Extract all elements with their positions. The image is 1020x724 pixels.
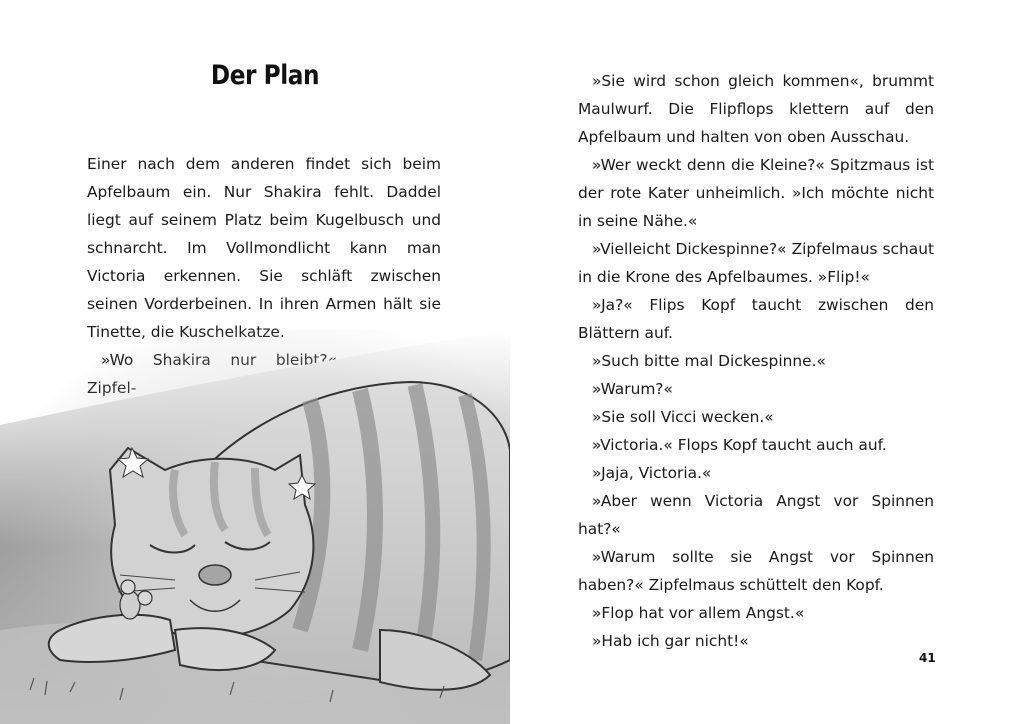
- paragraph: »Warum?«: [592, 380, 673, 398]
- paragraph: »Vielleicht Dickespinne?« Zipfelmaus schaut in die Krone des Apfelbaumes. »Flip!«: [578, 240, 934, 286]
- paragraph: Einer nach dem anderen findet sich beim Apfelbaum ein. Nur Shakira fehlt. Daddel liegt auf seinem Platz beim Kugelbusch und schnarcht. Im Vollmondlicht kann man Victoria erkennen. Sie schläft zwischen seinen Vorderbeinen. In ihren Armen hält sie: [87, 155, 441, 313]
- paragraph: »Victoria.« Flops Kopf taucht auch auf.: [592, 436, 887, 454]
- paragraph: »Flop hat vor allem Angst.«: [592, 604, 805, 622]
- paragraph: »Ja?« Flips Kopf taucht zwischen den Blättern auf.: [578, 296, 934, 342]
- page-number: 41: [919, 651, 936, 665]
- chapter-title: Der Plan: [210, 60, 320, 91]
- paragraph: »Jaja, Victoria.«: [592, 464, 712, 482]
- paragraph: »Warum sollte sie Angst vor Spinnen haben?« Zipfelmaus schüttelt den Kopf.: [578, 548, 934, 594]
- paragraph: »Hab ich gar nicht!«: [592, 632, 749, 650]
- paragraph: »Sie wird schon gleich kommen«, brummt Maulwurf. Die Flipflops klettern auf den Apfelbaum und halten von oben Ausschau.: [578, 72, 934, 146]
- paragraph: »Such bitte mal Dickespinne.«: [592, 352, 826, 370]
- right-page-text: [578, 67, 934, 655]
- paragraph: »Aber wenn Victoria Angst vor Spinnen hat?«: [578, 492, 934, 538]
- sleeping-cat-illustration: [0, 330, 510, 724]
- paragraph: »Sie soll Vicci wecken.«: [592, 408, 774, 426]
- paragraph: »Wer weckt denn die Kleine?« Spitzmaus ist der rote Kater unheimlich. »Ich möchte nicht in seine Nähe.«: [578, 156, 934, 230]
